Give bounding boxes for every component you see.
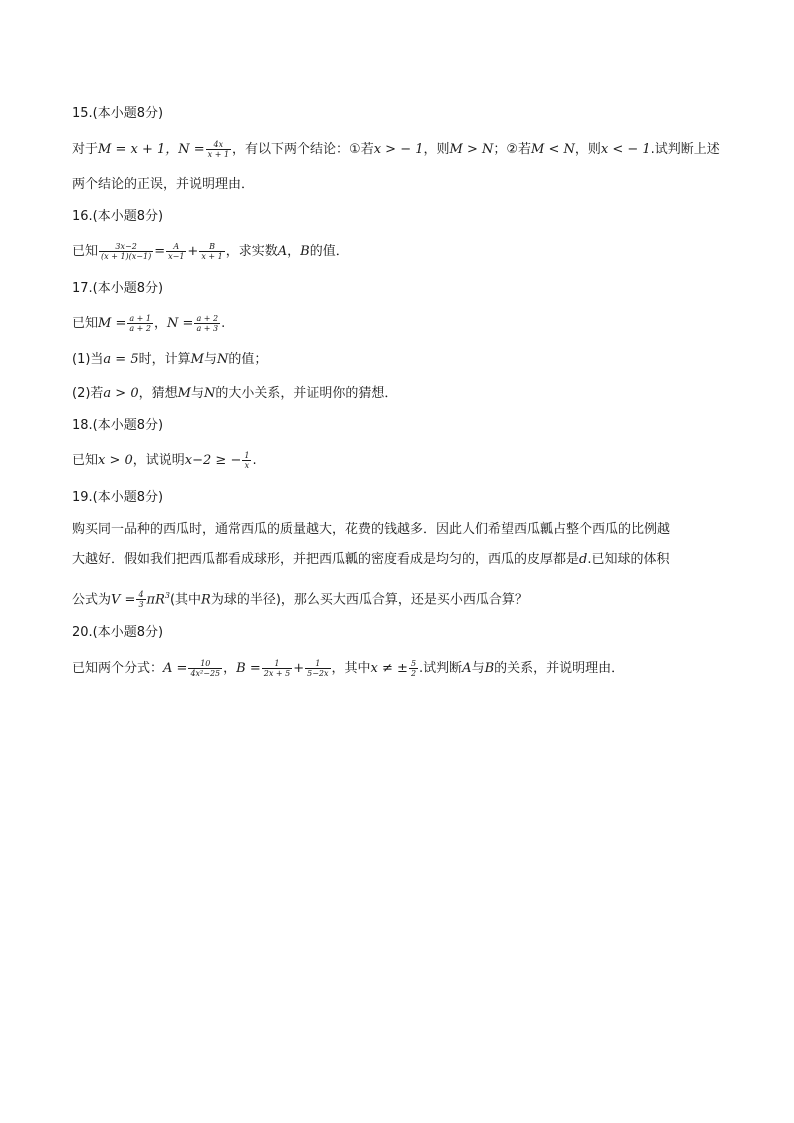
math: x < − 1 [600, 142, 651, 157]
text: 的大小关系，并证明你的猜想． [215, 386, 398, 401]
math: a = 5 [103, 352, 139, 367]
text: 的值． [309, 244, 349, 259]
math: N [216, 352, 229, 367]
math: = [154, 244, 166, 259]
text: ，猜想 [138, 386, 178, 401]
fraction [206, 140, 231, 159]
math: A = [163, 661, 188, 676]
fraction-denominator: 5−2x [307, 669, 329, 678]
text: 的关系，并说明理由． [494, 661, 625, 676]
fraction-denominator: a + 2 [129, 324, 152, 333]
text: ，则 [423, 142, 450, 157]
fraction [194, 314, 220, 333]
fraction [166, 242, 186, 261]
text: ，其中 [331, 661, 371, 676]
text: . [252, 453, 257, 468]
text: . [221, 316, 226, 331]
text: ， [223, 661, 237, 676]
text: 为球的半径)，那么买大西瓜合算，还是买小西瓜合算？ [210, 592, 528, 608]
problem-19-line1: 购买同一品种的西瓜时，通常西瓜的质量越大，花费的钱越多．因此人们希望西瓜瓤占整个西瓜的比例越 [72, 522, 671, 537]
text: .试判断上述 [650, 142, 720, 157]
problem-15-line2: 两个结论的正误，并说明理由． [72, 177, 255, 192]
math: M = [98, 316, 127, 331]
problem-17-header: 17.(本小题8分) [72, 281, 164, 296]
fraction [262, 659, 292, 678]
text: (1)当 [72, 352, 104, 367]
text: 时，计算 [138, 352, 191, 367]
problem-20-statement [72, 659, 624, 679]
fraction-numerator: 10 [188, 659, 222, 669]
problem-16-header: 16.(本小题8分) [72, 209, 164, 224]
problem-20-header: 20.(本小题8分) [72, 625, 164, 640]
problem-18-statement [72, 451, 257, 471]
fraction-numerator: a + 1 [129, 314, 152, 323]
math: M > N [449, 142, 494, 157]
fraction [199, 242, 224, 261]
problem-15-header: 15.(本小题8分) [72, 106, 164, 121]
text: ，试说明 [132, 453, 185, 468]
fraction-denominator: (x + 1)(x−1) [101, 252, 152, 261]
fraction-numerator: 1 [262, 659, 292, 669]
math: B [484, 661, 495, 676]
math: M [190, 352, 204, 367]
problem-19-line2 [72, 550, 669, 570]
math: x ≠ ± [370, 661, 408, 676]
math: N = [167, 316, 194, 331]
fraction-numerator: B [199, 242, 224, 252]
math: B = [236, 661, 261, 676]
problem-15-statement [72, 140, 720, 160]
math-exponent: 3 [164, 591, 170, 600]
math: B [300, 244, 310, 259]
math: R [201, 592, 211, 608]
text: 公式为 [72, 592, 112, 608]
problem-17-part2 [72, 384, 397, 404]
fraction [127, 314, 153, 333]
problem-17-part1 [72, 350, 267, 370]
text: 大越好．假如我们把西瓜都看成球形，并把西瓜瓤的密度看成是均匀的，西瓜的皮厚都是 [72, 552, 580, 567]
fraction-denominator: a + 3 [196, 324, 219, 333]
fraction-denominator: 4x²−25 [190, 669, 221, 678]
text: 与 [471, 661, 485, 676]
math: a > 0 [103, 386, 139, 401]
text: (2)若 [72, 386, 104, 401]
text: 的值； [228, 352, 268, 367]
fraction-numerator: 1 [244, 451, 250, 460]
problem-17-statement [72, 314, 225, 334]
text: .试判断 [419, 661, 463, 676]
fraction-numerator: 1 [305, 659, 330, 669]
fraction [188, 659, 222, 678]
math: M < N [531, 142, 575, 157]
fraction-numerator: 3x−2 [99, 242, 153, 252]
math: πR [146, 592, 165, 608]
fraction-numerator: 4 [138, 590, 144, 600]
problem-19-header: 19.(本小题8分) [72, 490, 164, 505]
text: ，有以下两个结论：①若 [232, 142, 374, 157]
fraction-numerator: 5 [410, 659, 417, 668]
math: + [187, 244, 199, 259]
text: ， [154, 316, 168, 331]
fraction-numerator: a + 2 [196, 314, 219, 323]
fraction-denominator: 2x + 5 [263, 669, 291, 678]
fraction [409, 659, 418, 678]
text: 与 [190, 386, 204, 401]
text: 对于 [72, 142, 99, 157]
math: d [579, 552, 588, 567]
text: 已知两个分式： [72, 661, 164, 676]
text: ，则 [574, 142, 601, 157]
problem-19-line3 [72, 586, 528, 610]
math-M: M = x + 1， [98, 142, 179, 157]
text: ；②若 [493, 142, 532, 157]
fraction-numerator: A [166, 242, 186, 252]
math: V = [111, 592, 136, 608]
fraction [99, 242, 153, 261]
text: ， [287, 244, 301, 259]
text: 已知 [72, 244, 99, 259]
fraction-denominator: 2 [410, 669, 417, 678]
problem-18-header: 18.(本小题8分) [72, 418, 164, 433]
math: x > 0 [98, 453, 133, 468]
math: + [293, 661, 305, 676]
fraction-denominator: 3 [138, 600, 144, 610]
fraction-denominator: x−1 [168, 252, 185, 261]
math-N: N = [178, 142, 205, 157]
math: A [277, 244, 288, 259]
problem-16-statement [72, 242, 349, 262]
math: x > − 1 [373, 142, 424, 157]
text: .已知球的体积 [587, 552, 670, 567]
text: 与 [203, 352, 217, 367]
fraction-denominator: x + 1 [207, 150, 230, 159]
text: (其中 [169, 592, 202, 608]
math: M [177, 386, 191, 401]
fraction [305, 659, 330, 678]
fraction [242, 451, 251, 470]
text: ，求实数 [225, 244, 278, 259]
fraction [136, 590, 145, 609]
fraction-denominator: x + 1 [201, 252, 223, 261]
math: A [462, 661, 472, 676]
text: 已知 [72, 316, 99, 331]
fraction-denominator: x [244, 461, 250, 470]
math: N [203, 386, 216, 401]
text: 已知 [72, 453, 99, 468]
fraction-numerator: 4x [206, 140, 231, 150]
math: x−2 ≥ − [184, 453, 242, 468]
